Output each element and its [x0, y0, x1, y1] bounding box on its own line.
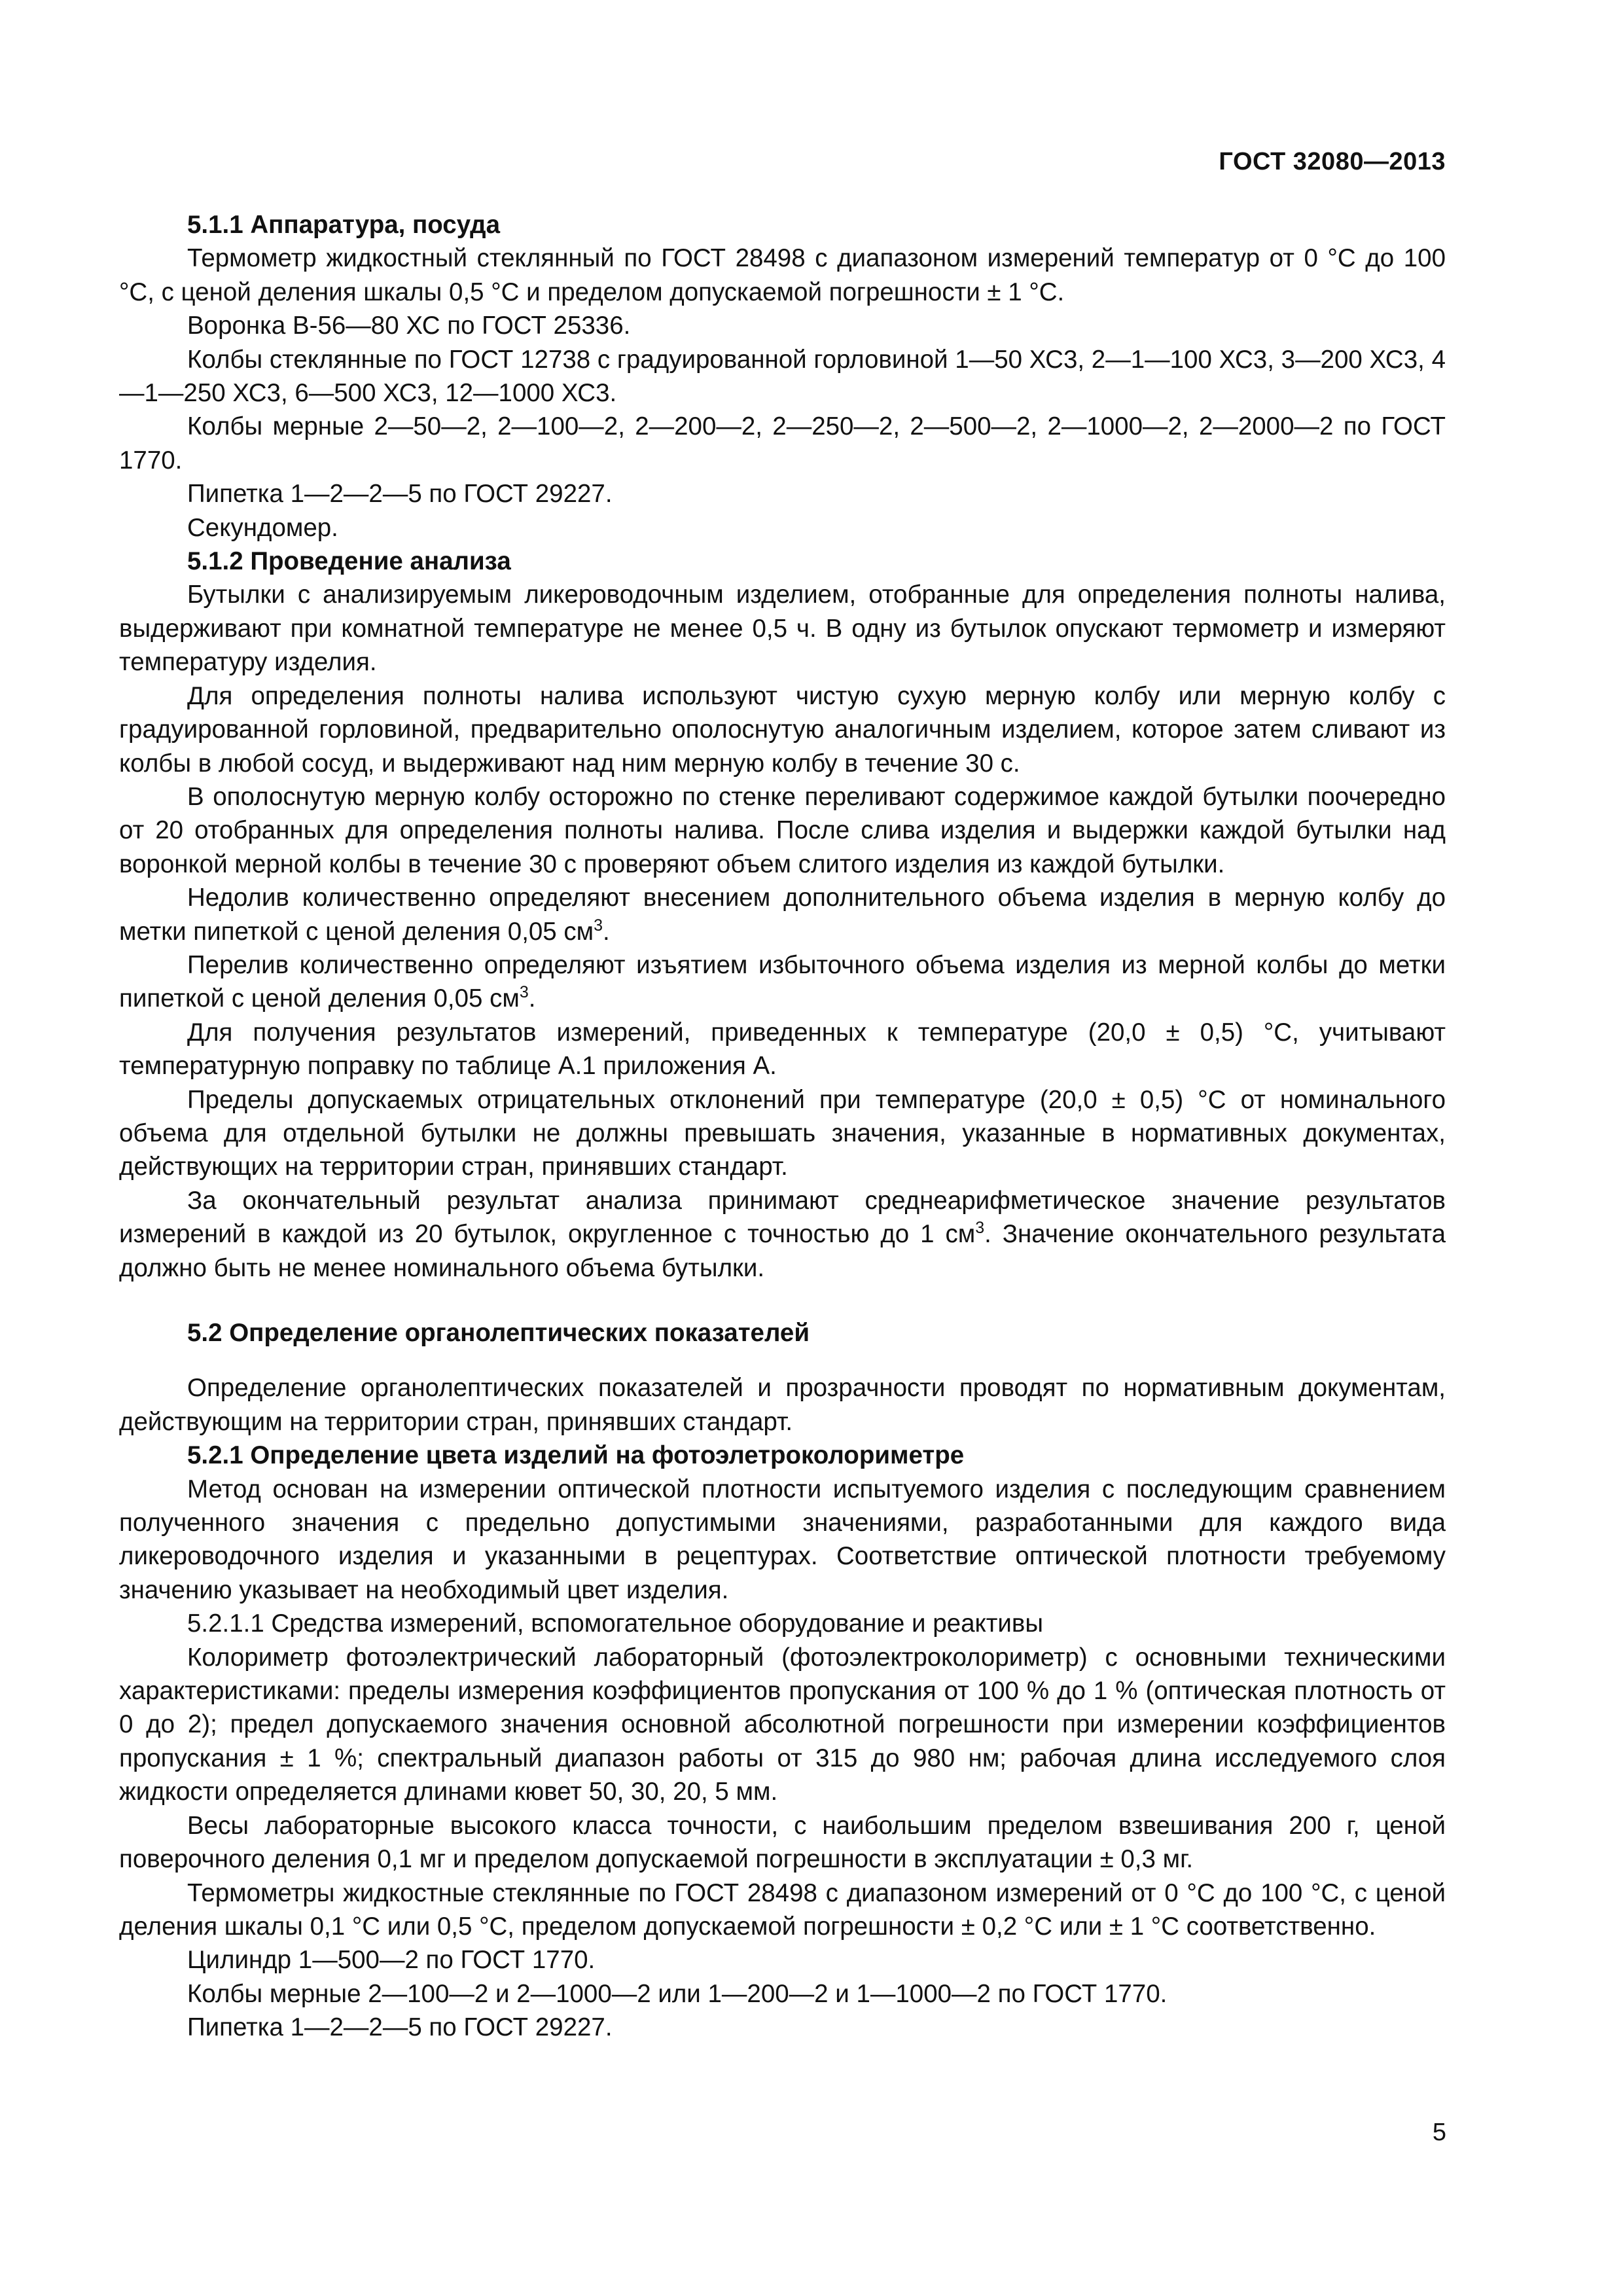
- paragraph-text: Перелив количественно определяют изъятием избыточного объема изделия из мерной колбы до метки пипеткой с ценой деления 0,05 см: [119, 950, 1446, 1013]
- paragraph: Для определения полноты налива используют чистую сухую мерную колбу или мерную колбу с градуированной горловиной, предварительно ополоснутую аналогичным изделием, которое затем сливают из колбы в любой сосуд, и выдерживают над ним мерную колбу в течение 30 с.: [119, 681, 1446, 778]
- heading-5-2-1-1: 5.2.1.1 Средства измерений, вспомогательное оборудование и реактивы: [187, 1609, 1044, 1638]
- paragraph: Термометр жидкостный стеклянный по ГОСТ 28498 с диапазоном измерений температур от 0 °C до 100 °C, с ценой деления шкалы 0,5 °C и пределом допускаемой погрешности ± 1 °C.: [119, 244, 1446, 306]
- heading-5-2: 5.2 Определение органолептических показателей: [187, 1319, 810, 1347]
- page-number: 5: [1432, 2119, 1446, 2146]
- heading-5-1-2: 5.1.2 Проведение анализа: [187, 547, 511, 576]
- paragraph: [119, 948, 1446, 1016]
- paragraph: Для получения результатов измерений, приведенных к температуре (20,0 ± 0,5) °C, учитывают температурную поправку по таблице А.1 приложения А.: [119, 1018, 1446, 1081]
- superscript: 3: [519, 983, 529, 1002]
- paragraph: Метод основан на измерении оптической плотности испытуемого изделия с последующим сравнением полученного значения с предельно допустимыми значениями, разработанными для каждого вида ликероводочного изделия и указанными в рецептурах. Соответствие оптической плотности требуемому значению указывает на необходимый цвет изделия.: [119, 1475, 1446, 1604]
- paragraph: Весы лабораторные высокого класса точности, с наибольшим пределом взвешивания 200 г, ценой поверочного деления 0,1 мг и пределом допускаемой погрешности в эксплуатации ± 0,3 мг.: [119, 1811, 1446, 1874]
- heading-5-2-1: 5.2.1 Определение цвета изделий на фотоэлетроколориметре: [187, 1441, 965, 1470]
- paragraph: Колориметр фотоэлектрический лабораторный (фотоэлектроколориметр) с основными техническими характеристиками: пределы измерения коэффициентов пропускания от 100 % до 1 % (оптическая плотность от 0 до 2); предел допускаемого значения основной абсолютной погрешности при измерении коэффициентов пропускания ± 1 %; спектральный диапазон работы от 315 до 980 нм; рабочая длина исследуемого слоя жидкости определяется длинами кювет 50, 30, 20, 5 мм.: [119, 1643, 1446, 1806]
- paragraph-tail: .: [603, 917, 610, 946]
- heading-5-1-1: 5.1.1 Аппаратура, посуда: [187, 211, 500, 239]
- paragraph: Пипетка 1—2—2—5 по ГОСТ 29227.: [187, 2013, 613, 2042]
- paragraph: [119, 1184, 1446, 1285]
- paragraph: Цилиндр 1—500—2 по ГОСТ 1770.: [187, 1946, 596, 1975]
- superscript: 3: [975, 1219, 985, 1238]
- paragraph: Определение органолептических показателей и прозрачности проводят по нормативным документам, действующим на территории стран, принявших стандарт.: [119, 1374, 1446, 1436]
- paragraph: В ополоснутую мерную колбу осторожно по стенке переливают содержимое каждой бутылки поочередно от 20 отобранных для определения полноты налива. После слива изделия и выдержки каждой бутылки над воронкой мерной колбы в течение 30 с проверяют объем слитого изделия из каждой бутылки.: [119, 782, 1446, 878]
- paragraph-tail: .: [528, 984, 536, 1013]
- paragraph: Пипетка 1—2—2—5 по ГОСТ 29227.: [187, 480, 613, 509]
- document-header: ГОСТ 32080—2013: [1219, 148, 1446, 175]
- paragraph: Термометры жидкостные стеклянные по ГОСТ 28498 с диапазоном измерений от 0 °C до 100 °C, с ценой деления шкалы 0,1 °C или 0,5 °C, пределом допускаемой погрешности ± 0,2 °C или ± 1 °C соответственно.: [119, 1878, 1446, 1941]
- paragraph: Воронка В-56—80 ХС по ГОСТ 25336.: [187, 312, 631, 340]
- superscript: 3: [594, 916, 603, 935]
- paragraph-text: За окончательный результат анализа принимают среднеарифметическое значение результатов измерений в каждой из 20 бутылок, округленное с точностью до 1 см: [119, 1186, 1446, 1249]
- document-body: [119, 208, 1446, 2045]
- paragraph: [119, 881, 1446, 948]
- paragraph: Секундомер.: [187, 513, 338, 542]
- paragraph: Колбы мерные 2—50—2, 2—100—2, 2—200—2, 2—250—2, 2—500—2, 2—1000—2, 2—2000—2 по ГОСТ 1770.: [119, 412, 1446, 475]
- paragraph: Бутылки с анализируемым ликероводочным изделием, отобранные для определения полноты налива, выдерживают при комнатной температуре не менее 0,5 ч. В одну из бутылок опускают термометр и измеряют температуру изделия.: [119, 581, 1446, 677]
- paragraph-text: Недолив количественно определяют внесением дополнительного объема изделия в мерную колбу до метки пипеткой с ценой деления 0,05 см: [119, 884, 1446, 946]
- paragraph: Колбы стеклянные по ГОСТ 12738 с градуированной горловиной 1—50 ХС3, 2—1—100 ХС3, 3—200 ХС3, 4—1—250 ХС3, 6—500 ХС3, 12—1000 ХС3.: [119, 345, 1446, 408]
- paragraph-tail: . Значение окончательного результата должно быть не менее номинального объема бутылки.: [119, 1220, 1446, 1282]
- paragraph: Пределы допускаемых отрицательных отклонений при температуре (20,0 ± 0,5) °C от номинального объема для отдельной бутылки не должны превышать значения, указанные в нормативных документах, действующих на территории стран, принявших стандарт.: [119, 1085, 1446, 1181]
- paragraph: Колбы мерные 2—100—2 и 2—1000—2 или 1—200—2 и 1—1000—2 по ГОСТ 1770.: [187, 1979, 1168, 2008]
